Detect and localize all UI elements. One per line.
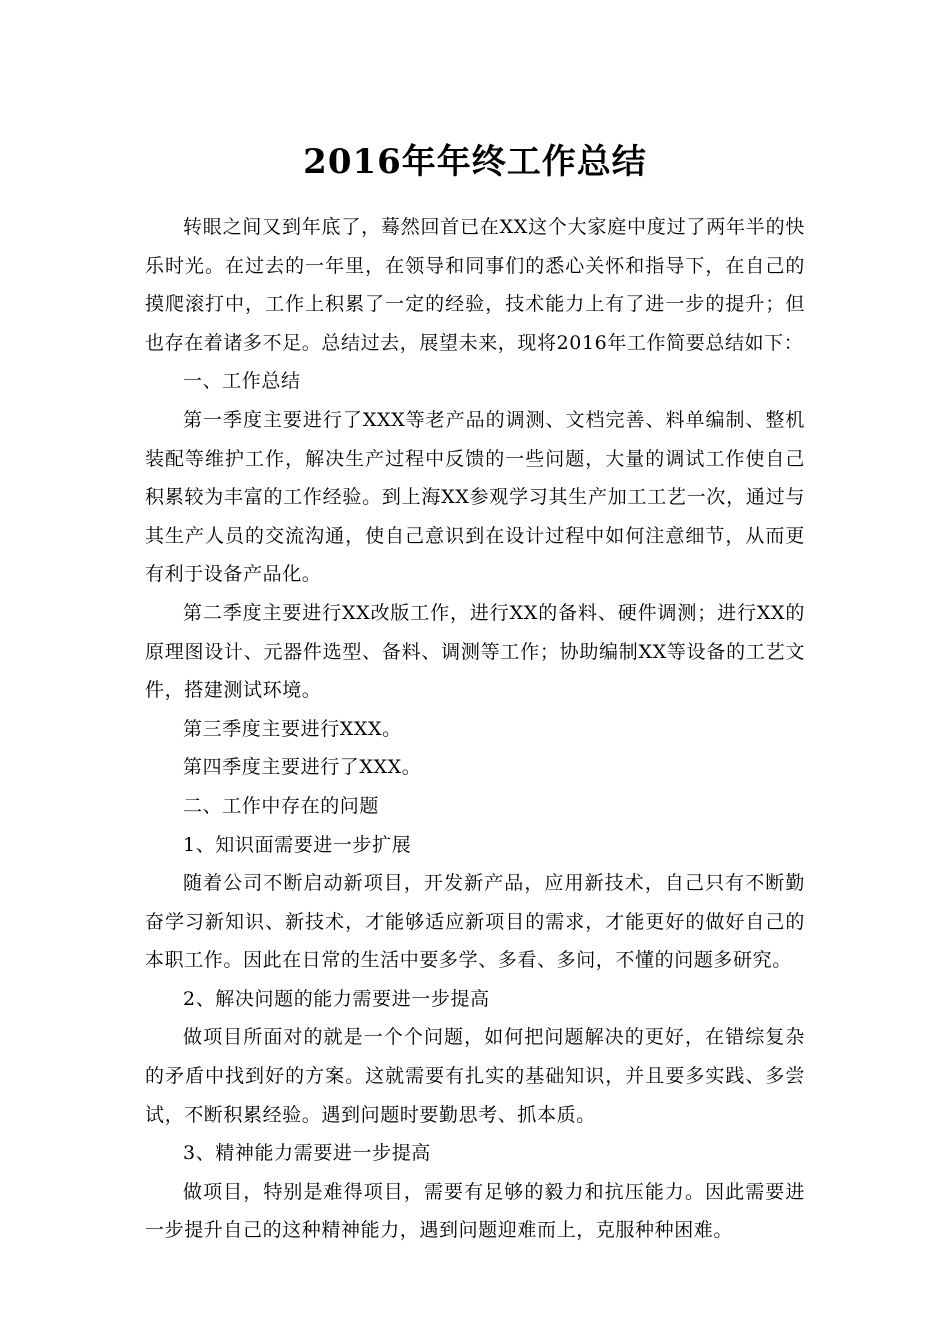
subheading-problem-solving: 2、解决问题的能力需要进一步提高 — [183, 987, 490, 1010]
paragraph-knowledge: 随着公司不断启动新项目，开发新产品，应用新技术，自己只有不断勤奋学习新知识、新技术，才能够适应新项目的需求，才能更好的做好自己的本职工作。因此在日常的生活中要多学、多看、多问，不懂的问题多研究。 — [145, 872, 805, 972]
subheading-mental-strength: 3、精神能力需要进一步提高 — [183, 1142, 431, 1165]
paragraph-q4: 第四季度主要进行了XXX。 — [183, 756, 422, 779]
paragraph-problem-solving: 做项目所面对的就是一个个问题，如何把问题解决的更好，在错综复杂的矛盾中找到好的方案。这就需要有扎实的基础知识，并且要多实践、多尝试，不断积累经验。遇到问题时要勤思考、抓本质。 — [145, 1026, 805, 1126]
paragraph-q2: 第二季度主要进行XX改版工作，进行XX的备料、硬件调测；进行XX的原理图设计、元器件选型、备料、调测等工作；协助编制XX等设备的工艺文件，搭建测试环境。 — [145, 601, 805, 702]
paragraph-q1: 第一季度主要进行了XXX等老产品的调测、文档完善、料单编制、整机装配等维护工作，解决生产过程中反馈的一些问题，大量的调试工作使自己积累较为丰富的工作经验。到上海XX参观学习其生产加工工艺一次，通过与其生产人员的交流沟通，使自己意识到在设计过程中如何注意细节，从而更有利于设备产品化。 — [145, 408, 805, 586]
paragraph-mental-strength: 做项目，特别是难得项目，需要有足够的毅力和抗压能力。因此需要进一步提升自己的这种精神能力，遇到问题迎难而上，克服种种困难。 — [145, 1180, 805, 1242]
section-heading-problems: 二、工作中存在的问题 — [183, 794, 380, 817]
document-body — [145, 208, 805, 1250]
section-heading-work-summary: 一、工作总结 — [183, 370, 301, 393]
paragraph-q3: 第三季度主要进行XXX。 — [183, 717, 402, 740]
paragraph-intro: 转眼之间又到年底了，蓦然回首已在XX这个大家庭中度过了两年半的快乐时光。在过去的一年里，在领导和同事们的悉心关怀和指导下，在自己的摸爬滚打中，工作上积累了一定的经验，技术能力上有了进一步的提升；但也存在着诸多不足。总结过去，展望未来，现将2016年工作简要总结如下： — [145, 216, 805, 354]
document-title: 2016年年终工作总结 — [303, 142, 647, 182]
subheading-knowledge: 1、知识面需要进一步扩展 — [183, 833, 412, 856]
